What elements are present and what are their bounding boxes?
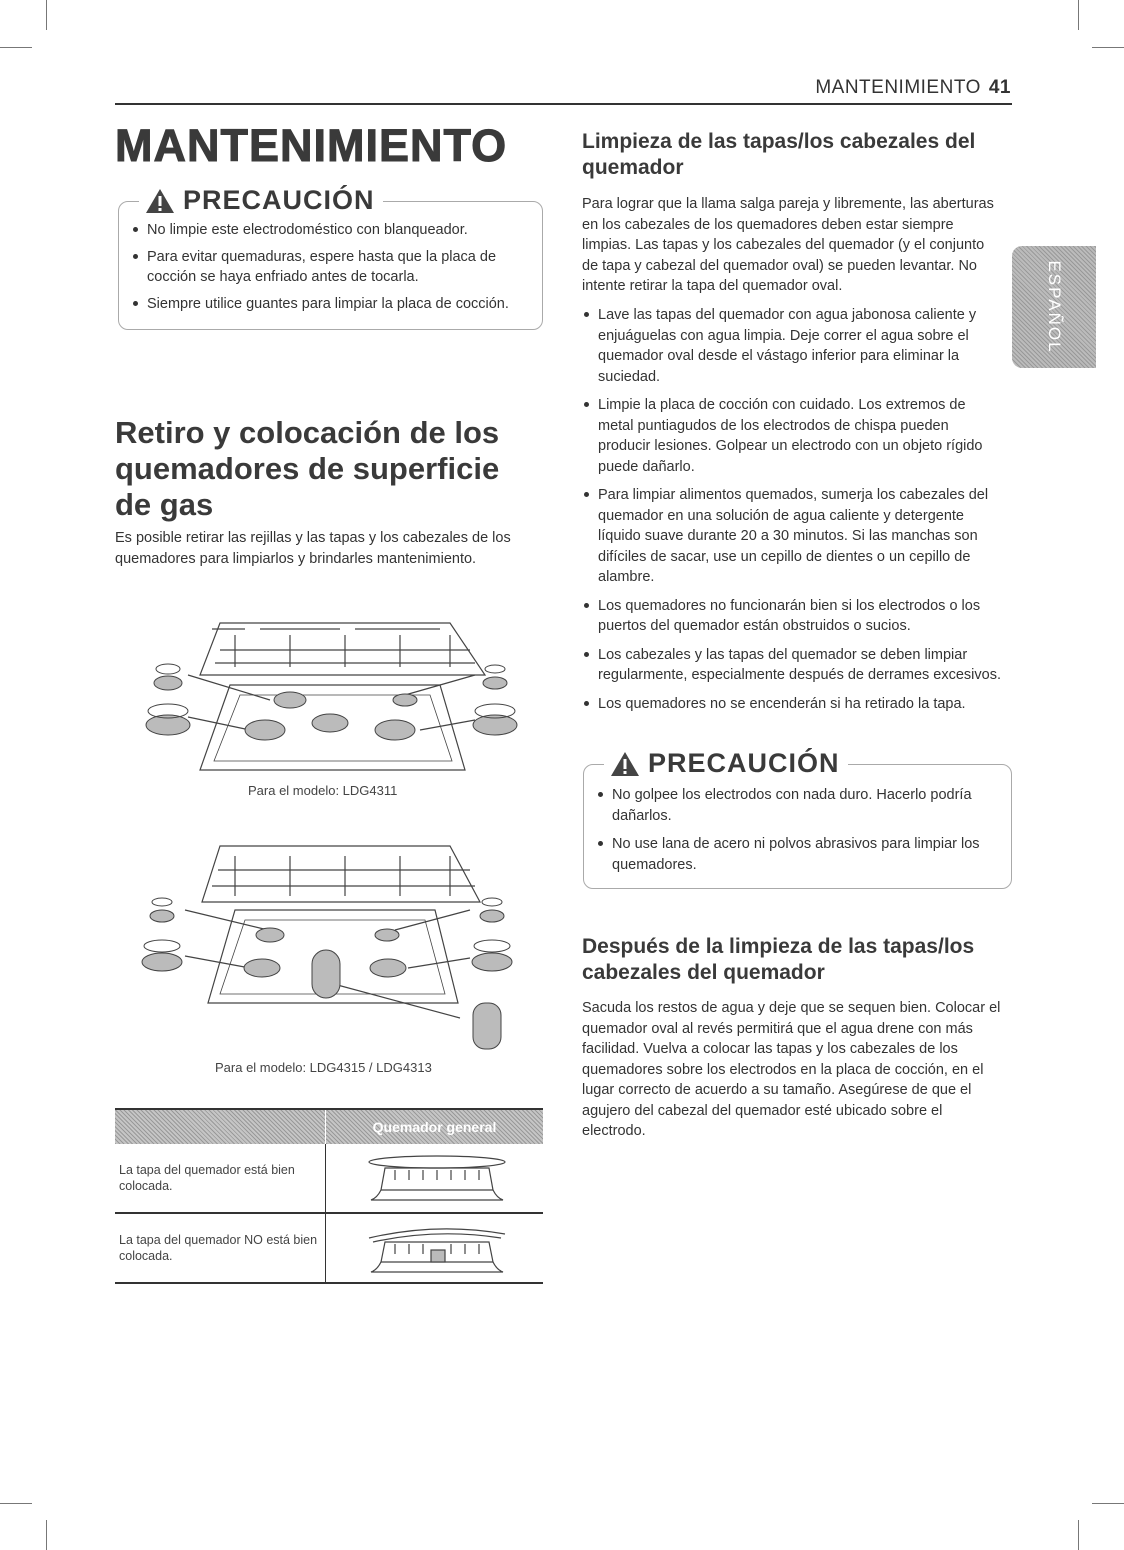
section-intro: Es posible retirar las rejillas y las tapas y los cabezales de los quemadores para limpiarlos y brindarles mantenimiento.: [115, 530, 511, 567]
caution-list: [596, 785, 1001, 875]
crop-mark: [0, 1503, 32, 1504]
section-heading: Retiro y colocación de los quemadores de superficie de gas: [115, 415, 500, 522]
list-item: No limpie este electrodoméstico con blanqueador.: [131, 220, 531, 241]
cooktop-illustration-ldg4311: [140, 605, 525, 775]
figure-caption: Para el modelo: LDG4315 / LDG4313: [215, 1060, 432, 1075]
figure-caption: Para el modelo: LDG4311: [248, 783, 398, 798]
crop-mark: [1092, 47, 1124, 48]
crop-mark: [1092, 1503, 1124, 1504]
caution-title: [604, 748, 848, 779]
crop-mark: [0, 47, 32, 48]
caution-list: [131, 220, 531, 314]
crop-mark: [46, 1520, 47, 1550]
table-cell: La tapa del quemador está bien colocada.: [115, 1144, 326, 1213]
crop-mark: [46, 0, 47, 30]
language-tab: [1012, 246, 1096, 368]
page-title: MANTENIMIENTO: [115, 120, 508, 171]
header-section: MANTENIMIENTO: [815, 77, 981, 98]
running-header: [815, 77, 1011, 99]
caution-title-text: PRECAUCIÓN: [648, 748, 840, 778]
table-row: [115, 1144, 543, 1213]
caution-box: [118, 185, 543, 330]
cleaning-list: [582, 305, 1004, 722]
list-item: Siempre utilice guantes para limpiar la placa de cocción.: [131, 294, 531, 315]
caution-title: [139, 185, 383, 216]
table-header-cell: Quemador general: [326, 1109, 544, 1144]
section-text: Sacuda los restos de agua y deje que se sequen bien. Colocar el quemador oval al revés permitirá que el agua drene con más facilidad. Vuelva a colocar las tapas y los cabezales de los quemadores sobre los electrodos en la placa de cocción, en el lugar correcto de acuerdo a su tamaño. Asegúrese de que el agujero del cabezal del quemador esté ubicado sobre el electrodo.: [582, 1000, 1001, 1139]
list-item: Lave las tapas del quemador con agua jabonosa caliente y enjuáguelas con agua limpia. Deje correr el agua sobre el quemador oval desde el vástago inferior para eliminar la suciedad.: [582, 305, 1004, 387]
burner-cap-table: [115, 1108, 543, 1284]
list-item: Los quemadores no se encenderán si ha retirado la tapa.: [582, 694, 1004, 715]
list-item: No use lana de acero ni polvos abrasivos para limpiar los quemadores.: [596, 834, 1001, 875]
section-intro: Para lograr que la llama salga pareja y libremente, las aberturas en los cabezales de los quemadores deben estar siempre limpias. Las tapas y los cabezales del quemador (y el conjunto de tapa y cabezal del quemador oval) se pueden levantar. No intente retirar la tapa del quemador oval.: [582, 196, 994, 294]
table-image-cell: [326, 1144, 544, 1213]
list-item: Para evitar quemaduras, espere hasta que la placa de cocción se haya enfriado antes de tocarla.: [131, 247, 531, 288]
section-heading: Limpieza de las tapas/los cabezales del quemador: [582, 130, 976, 179]
burner-cap-correct-illustration: [337, 1150, 537, 1206]
caution-title-text: PRECAUCIÓN: [183, 185, 375, 215]
list-item: Limpie la placa de cocción con cuidado. Los extremos de metal puntiagudos de los electrodos de chispa pueden producir lesiones. Golpear un electrodo con un objeto rígido puede dañarlo.: [582, 395, 1004, 477]
list-item: Los cabezales y las tapas del quemador se deben limpiar regularmente, especialmente después de derrames excesivos.: [582, 645, 1004, 686]
crop-mark: [1078, 0, 1079, 30]
list-item: Los quemadores no funcionarán bien si los electrodos o los puertos del quemador están obstruidos o sucios.: [582, 596, 1004, 637]
header-rule: [115, 103, 1012, 105]
list-item: Para limpiar alimentos quemados, sumerja los cabezales del quemador en una solución de agua caliente y detergente líquido suave durante 20 a 30 minutos. Si las manchas son difíciles de sacar, use un cepillo de dientes o un cepillo de alambre.: [582, 485, 1004, 588]
page-number: 41: [988, 77, 1011, 98]
table-cell: La tapa del quemador NO está bien colocada.: [115, 1213, 326, 1283]
cooktop-illustration-ldg4315: [140, 838, 525, 1063]
warning-icon: [145, 188, 175, 214]
table-image-cell: [326, 1213, 544, 1283]
table-header-row: [115, 1109, 543, 1144]
table-row: [115, 1213, 543, 1283]
list-item: No golpee los electrodos con nada duro. Hacerlo podría dañarlos.: [596, 785, 1001, 826]
language-tab-label: ESPAÑOL: [1045, 260, 1064, 354]
section-heading: Después de la limpieza de las tapas/los cabezales del quemador: [582, 935, 975, 984]
table-header-empty: [115, 1109, 326, 1144]
caution-box: [583, 748, 1012, 889]
crop-mark: [1078, 1520, 1079, 1550]
warning-icon: [610, 751, 640, 777]
burner-cap-incorrect-illustration: [337, 1220, 537, 1276]
